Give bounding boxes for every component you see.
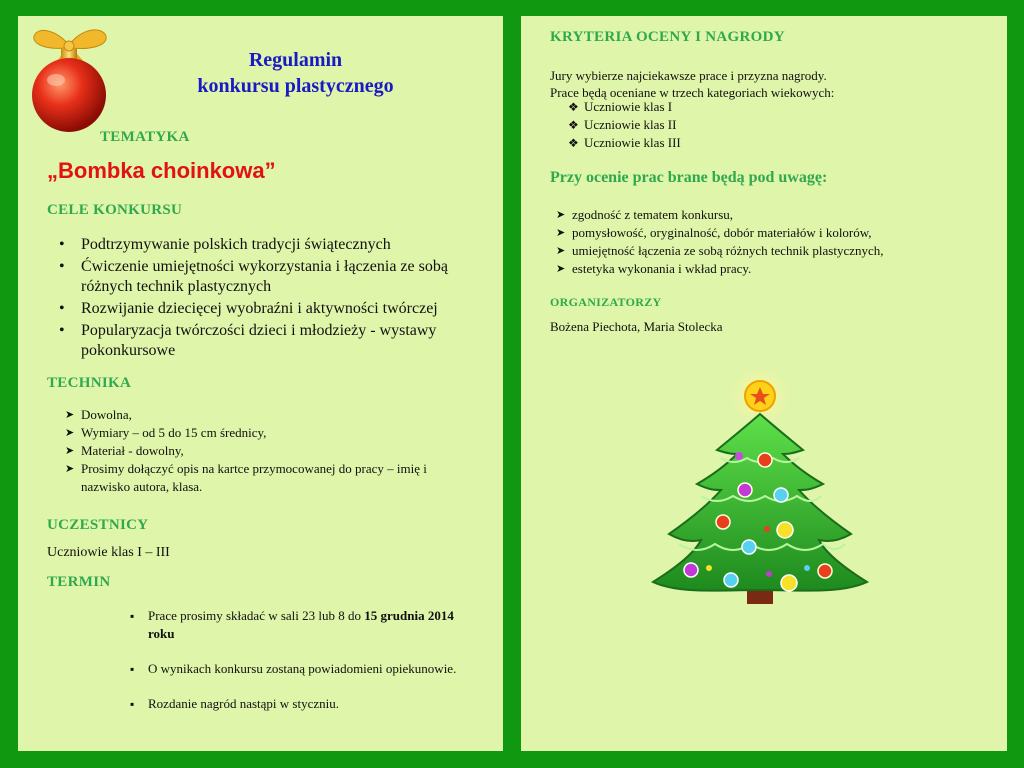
list-item: ▪ Rozdanie nagród nastąpi w styczniu. [118,695,463,713]
list-item: ▪ Prace prosimy składać w sali 23 lub 8 do 15 grudnia 2014 roku [118,607,463,643]
list-item: ❖ Uczniowie klas I [568,99,673,114]
criteria-intro [550,67,990,101]
criteria-heading: KRYTERIA OCENY I NAGRODY [550,29,785,45]
list-item: • Rozwijanie dziecięcej wyobraźni i aktywności twórczej [47,299,477,319]
diamond-bullet-icon: ❖ [568,100,579,114]
technique-heading: TECHNIKA [47,375,132,391]
arrow-bullet-icon: ➤ [556,227,566,239]
list-item: • Podtrzymywanie polskich tradycji świątecznych [47,235,477,255]
list-item: ➤ Prosimy dołączyć opis na kartce przymocowanej do pracy – imię i nazwisko autora, klasa. [65,461,427,494]
goals-heading: CELE KONKURSU [47,202,183,218]
goals-list [47,235,477,363]
title-line-2: konkursu plastycznego [197,75,394,97]
list-item: ➤ estetyka wykonania i wkład pracy. [556,261,752,276]
arrow-bullet-icon: ➤ [556,263,566,275]
right-panel [521,16,1007,751]
list-item: ➤ Materiał - dowolny, [65,443,184,458]
list-item: ➤ Wymiary – od 5 do 15 cm średnicy, [65,425,267,440]
arrow-bullet-icon: ➤ [65,409,75,421]
arrow-bullet-icon: ➤ [65,445,75,457]
arrow-bullet-icon: ➤ [65,427,75,439]
deadline-date: 15 grudnia 2014 roku [148,608,454,641]
theme-title: „Bombka choinkowa” [47,158,276,183]
list-item: ➤ Dowolna, [65,407,132,422]
page-title [98,47,493,99]
intro-line-2: Prace będą oceniane w trzech kategoriach wiekowych: [550,85,835,100]
title-line-1: Regulamin [248,49,343,71]
list-item: • Popularyzacja twórczości dzieci i młodzieży - wystawy pokonkursowe [47,321,477,361]
arrow-bullet-icon: ➤ [556,245,566,257]
categories-list [550,98,850,152]
participants-heading: UCZESTNICY [47,517,149,533]
list-item: ❖ Uczniowie klas II [568,117,677,132]
list-item: ➤ zgodność z tematem konkursu, [556,207,734,222]
organizers-names: Bożena Piechota, Maria Stolecka [550,319,723,334]
evaluation-list [538,206,978,278]
christmas-tree-icon [649,366,879,606]
deadline-list [118,607,463,730]
left-panel [18,16,503,751]
theme-heading: TEMATYKA [100,129,190,145]
arrow-bullet-icon: ➤ [556,209,566,221]
participants-text: Uczniowie klas I – III [47,545,170,560]
list-item: ➤ pomysłowość, oryginalność, dobór materiałów i kolorów, [556,225,872,240]
organizers-heading: ORGANIZATORZY [550,295,662,309]
arrow-bullet-icon: ➤ [65,463,75,475]
list-item: ❖ Uczniowie klas III [568,135,681,150]
diamond-bullet-icon: ❖ [568,136,579,150]
deadline-heading: TERMIN [47,574,111,590]
list-item: ▪ O wynikach konkursu zostaną powiadomieni opiekunowie. [118,660,463,678]
list-item: • Ćwiczenie umiejętności wykorzystania i łączenia ze sobą różnych technik plastycznych [47,257,477,297]
evaluation-heading: Przy ocenie prac brane będą pod uwagę: [550,169,828,186]
intro-line-1: Jury wybierze najciekawsze prace i przyzna nagrody. [550,68,827,83]
diamond-bullet-icon: ❖ [568,118,579,132]
technique-list [47,406,467,496]
list-item: ➤ umiejętność łączenia ze sobą różnych technik plastycznych, [556,243,884,258]
